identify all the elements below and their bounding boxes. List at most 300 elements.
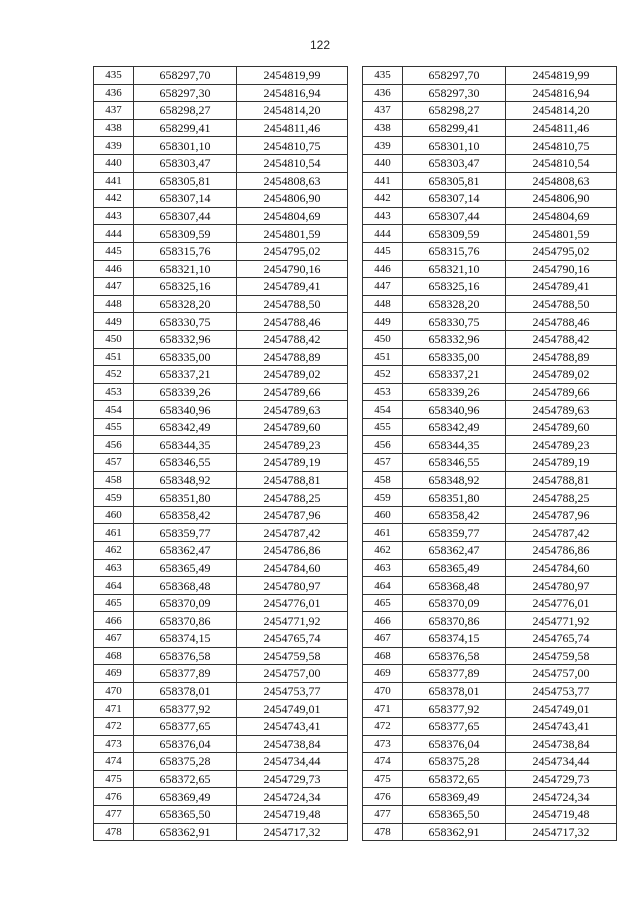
y-coordinate-cell: 2454804,69 — [506, 207, 617, 225]
x-coordinate-cell: 658362,91 — [134, 823, 237, 841]
table-row — [94, 418, 348, 436]
point-number-cell: 456 — [94, 436, 134, 454]
table-row — [363, 190, 617, 208]
x-coordinate-cell: 658325,16 — [134, 278, 237, 296]
y-coordinate-cell: 2454789,60 — [237, 418, 348, 436]
point-number-cell: 443 — [363, 207, 403, 225]
x-coordinate-cell: 658377,65 — [134, 717, 237, 735]
point-number-cell: 459 — [363, 489, 403, 507]
table-row — [363, 260, 617, 278]
point-number-cell: 470 — [363, 682, 403, 700]
y-coordinate-cell: 2454814,20 — [506, 102, 617, 120]
page-number: 122 — [309, 38, 331, 52]
y-coordinate-cell: 2454808,63 — [506, 172, 617, 190]
y-coordinate-cell: 2454788,81 — [237, 471, 348, 489]
x-coordinate-cell: 658297,70 — [134, 67, 237, 85]
x-coordinate-cell: 658332,96 — [134, 330, 237, 348]
table-row — [363, 454, 617, 472]
y-coordinate-cell: 2454729,73 — [506, 770, 617, 788]
table-row — [94, 172, 348, 190]
y-coordinate-cell: 2454780,97 — [237, 577, 348, 595]
x-coordinate-cell: 658374,15 — [403, 630, 506, 648]
y-coordinate-cell: 2454795,02 — [237, 242, 348, 260]
x-coordinate-cell: 658351,80 — [134, 489, 237, 507]
y-coordinate-cell: 2454738,84 — [237, 735, 348, 753]
table-row — [94, 823, 348, 841]
point-number-cell: 469 — [363, 665, 403, 683]
y-coordinate-cell: 2454787,42 — [506, 524, 617, 542]
point-number-cell: 441 — [363, 172, 403, 190]
table-row — [94, 137, 348, 155]
table-row — [363, 102, 617, 120]
point-number-cell: 473 — [363, 735, 403, 753]
x-coordinate-cell: 658309,59 — [134, 225, 237, 243]
y-coordinate-cell: 2454788,50 — [237, 295, 348, 313]
table-row — [363, 700, 617, 718]
x-coordinate-cell: 658303,47 — [403, 154, 506, 172]
x-coordinate-cell: 658344,35 — [403, 436, 506, 454]
table-row — [94, 559, 348, 577]
x-coordinate-cell: 658344,35 — [134, 436, 237, 454]
x-coordinate-cell: 658328,20 — [403, 295, 506, 313]
y-coordinate-cell: 2454734,44 — [506, 753, 617, 771]
table-row — [94, 700, 348, 718]
x-coordinate-cell: 658335,00 — [403, 348, 506, 366]
y-coordinate-cell: 2454795,02 — [506, 242, 617, 260]
x-coordinate-cell: 658330,75 — [403, 313, 506, 331]
y-coordinate-cell: 2454788,25 — [506, 489, 617, 507]
point-number-cell: 475 — [363, 770, 403, 788]
table-row — [363, 207, 617, 225]
y-coordinate-cell: 2454789,19 — [237, 454, 348, 472]
y-coordinate-cell: 2454789,63 — [506, 401, 617, 419]
point-number-cell: 458 — [94, 471, 134, 489]
x-coordinate-cell: 658374,15 — [134, 630, 237, 648]
x-coordinate-cell: 658362,47 — [403, 542, 506, 560]
x-coordinate-cell: 658299,41 — [134, 119, 237, 137]
point-number-cell: 437 — [94, 102, 134, 120]
x-coordinate-cell: 658370,86 — [403, 612, 506, 630]
y-coordinate-cell: 2454734,44 — [237, 753, 348, 771]
x-coordinate-cell: 658377,89 — [134, 665, 237, 683]
table-row — [363, 612, 617, 630]
y-coordinate-cell: 2454787,96 — [237, 506, 348, 524]
x-coordinate-cell: 658335,00 — [134, 348, 237, 366]
y-coordinate-cell: 2454787,96 — [506, 506, 617, 524]
y-coordinate-cell: 2454757,00 — [237, 665, 348, 683]
point-number-cell: 467 — [363, 630, 403, 648]
x-coordinate-cell: 658332,96 — [403, 330, 506, 348]
table-body — [94, 67, 348, 841]
point-number-cell: 454 — [363, 401, 403, 419]
x-coordinate-cell: 658362,91 — [403, 823, 506, 841]
point-number-cell: 464 — [363, 577, 403, 595]
y-coordinate-cell: 2454786,86 — [237, 542, 348, 560]
y-coordinate-cell: 2454724,34 — [237, 788, 348, 806]
table-row — [94, 788, 348, 806]
point-number-cell: 445 — [363, 242, 403, 260]
point-number-cell: 442 — [363, 190, 403, 208]
point-number-cell: 452 — [363, 366, 403, 384]
point-number-cell: 466 — [94, 612, 134, 630]
point-number-cell: 436 — [363, 84, 403, 102]
table-row — [94, 436, 348, 454]
point-number-cell: 452 — [94, 366, 134, 384]
point-number-cell: 454 — [94, 401, 134, 419]
point-number-cell: 453 — [94, 383, 134, 401]
x-coordinate-cell: 658307,44 — [134, 207, 237, 225]
point-number-cell: 466 — [363, 612, 403, 630]
x-coordinate-cell: 658309,59 — [403, 225, 506, 243]
table-row — [94, 242, 348, 260]
x-coordinate-cell: 658369,49 — [403, 788, 506, 806]
point-number-cell: 448 — [363, 295, 403, 313]
point-number-cell: 460 — [363, 506, 403, 524]
x-coordinate-cell: 658376,58 — [134, 647, 237, 665]
point-number-cell: 449 — [94, 313, 134, 331]
point-number-cell: 464 — [94, 577, 134, 595]
x-coordinate-cell: 658365,50 — [403, 805, 506, 823]
table-row — [94, 313, 348, 331]
point-number-cell: 476 — [94, 788, 134, 806]
y-coordinate-cell: 2454788,89 — [237, 348, 348, 366]
point-number-cell: 448 — [94, 295, 134, 313]
table-row — [94, 119, 348, 137]
table-row — [94, 630, 348, 648]
table-row — [94, 735, 348, 753]
point-number-cell: 478 — [363, 823, 403, 841]
table-row — [363, 770, 617, 788]
y-coordinate-cell: 2454771,92 — [506, 612, 617, 630]
x-coordinate-cell: 658359,77 — [134, 524, 237, 542]
y-coordinate-cell: 2454749,01 — [506, 700, 617, 718]
table-row — [94, 67, 348, 85]
point-number-cell: 459 — [94, 489, 134, 507]
point-number-cell: 450 — [94, 330, 134, 348]
table-row — [363, 717, 617, 735]
y-coordinate-cell: 2454810,54 — [237, 154, 348, 172]
point-number-cell: 446 — [363, 260, 403, 278]
coordinates-table-left — [93, 66, 348, 841]
x-coordinate-cell: 658377,65 — [403, 717, 506, 735]
x-coordinate-cell: 658358,42 — [134, 506, 237, 524]
point-number-cell: 458 — [363, 471, 403, 489]
y-coordinate-cell: 2454719,48 — [237, 805, 348, 823]
point-number-cell: 460 — [94, 506, 134, 524]
y-coordinate-cell: 2454808,63 — [237, 172, 348, 190]
y-coordinate-cell: 2454776,01 — [237, 594, 348, 612]
y-coordinate-cell: 2454759,58 — [506, 647, 617, 665]
y-coordinate-cell: 2454789,41 — [237, 278, 348, 296]
x-coordinate-cell: 658328,20 — [134, 295, 237, 313]
x-coordinate-cell: 658359,77 — [403, 524, 506, 542]
x-coordinate-cell: 658365,49 — [403, 559, 506, 577]
table-row — [363, 665, 617, 683]
point-number-cell: 438 — [363, 119, 403, 137]
point-number-cell: 442 — [94, 190, 134, 208]
y-coordinate-cell: 2454787,42 — [237, 524, 348, 542]
y-coordinate-cell: 2454786,86 — [506, 542, 617, 560]
table-row — [94, 577, 348, 595]
y-coordinate-cell: 2454788,46 — [237, 313, 348, 331]
table-row — [363, 559, 617, 577]
y-coordinate-cell: 2454788,46 — [506, 313, 617, 331]
point-number-cell: 463 — [363, 559, 403, 577]
y-coordinate-cell: 2454788,25 — [237, 489, 348, 507]
table-row — [363, 436, 617, 454]
point-number-cell: 475 — [94, 770, 134, 788]
y-coordinate-cell: 2454816,94 — [506, 84, 617, 102]
table-row — [94, 207, 348, 225]
x-coordinate-cell: 658358,42 — [403, 506, 506, 524]
y-coordinate-cell: 2454776,01 — [506, 594, 617, 612]
point-number-cell: 435 — [363, 67, 403, 85]
table-row — [94, 366, 348, 384]
point-number-cell: 461 — [363, 524, 403, 542]
y-coordinate-cell: 2454811,46 — [506, 119, 617, 137]
x-coordinate-cell: 658297,70 — [403, 67, 506, 85]
point-number-cell: 468 — [94, 647, 134, 665]
y-coordinate-cell: 2454749,01 — [237, 700, 348, 718]
table-row — [363, 242, 617, 260]
point-number-cell: 453 — [363, 383, 403, 401]
point-number-cell: 436 — [94, 84, 134, 102]
y-coordinate-cell: 2454789,66 — [506, 383, 617, 401]
point-number-cell: 462 — [94, 542, 134, 560]
y-coordinate-cell: 2454790,16 — [237, 260, 348, 278]
x-coordinate-cell: 658340,96 — [403, 401, 506, 419]
x-coordinate-cell: 658305,81 — [134, 172, 237, 190]
point-number-cell: 463 — [94, 559, 134, 577]
table-row — [363, 823, 617, 841]
table-row — [94, 401, 348, 419]
table-row — [363, 348, 617, 366]
point-number-cell: 462 — [363, 542, 403, 560]
y-coordinate-cell: 2454717,32 — [237, 823, 348, 841]
table-row — [363, 682, 617, 700]
x-coordinate-cell: 658330,75 — [134, 313, 237, 331]
point-number-cell: 438 — [94, 119, 134, 137]
y-coordinate-cell: 2454806,90 — [237, 190, 348, 208]
x-coordinate-cell: 658315,76 — [403, 242, 506, 260]
x-coordinate-cell: 658305,81 — [403, 172, 506, 190]
y-coordinate-cell: 2454729,73 — [237, 770, 348, 788]
table-row — [94, 84, 348, 102]
y-coordinate-cell: 2454717,32 — [506, 823, 617, 841]
point-number-cell: 451 — [94, 348, 134, 366]
point-number-cell: 440 — [363, 154, 403, 172]
point-number-cell: 477 — [363, 805, 403, 823]
table-row — [94, 295, 348, 313]
x-coordinate-cell: 658368,48 — [134, 577, 237, 595]
y-coordinate-cell: 2454759,58 — [237, 647, 348, 665]
x-coordinate-cell: 658303,47 — [134, 154, 237, 172]
x-coordinate-cell: 658348,92 — [134, 471, 237, 489]
x-coordinate-cell: 658378,01 — [134, 682, 237, 700]
table-row — [94, 260, 348, 278]
table-row — [363, 225, 617, 243]
y-coordinate-cell: 2454811,46 — [237, 119, 348, 137]
table-row — [94, 471, 348, 489]
x-coordinate-cell: 658337,21 — [134, 366, 237, 384]
y-coordinate-cell: 2454816,94 — [237, 84, 348, 102]
x-coordinate-cell: 658375,28 — [134, 753, 237, 771]
table-row — [363, 418, 617, 436]
x-coordinate-cell: 658376,04 — [134, 735, 237, 753]
table-row — [94, 190, 348, 208]
point-number-cell: 471 — [94, 700, 134, 718]
x-coordinate-cell: 658377,89 — [403, 665, 506, 683]
x-coordinate-cell: 658377,92 — [403, 700, 506, 718]
point-number-cell: 456 — [363, 436, 403, 454]
point-number-cell: 467 — [94, 630, 134, 648]
table-row — [94, 805, 348, 823]
table-row — [94, 102, 348, 120]
point-number-cell: 450 — [363, 330, 403, 348]
table-row — [94, 594, 348, 612]
y-coordinate-cell: 2454788,81 — [506, 471, 617, 489]
x-coordinate-cell: 658315,76 — [134, 242, 237, 260]
point-number-cell: 440 — [94, 154, 134, 172]
point-number-cell: 474 — [363, 753, 403, 771]
point-number-cell: 445 — [94, 242, 134, 260]
y-coordinate-cell: 2454771,92 — [237, 612, 348, 630]
point-number-cell: 477 — [94, 805, 134, 823]
table-row — [363, 154, 617, 172]
x-coordinate-cell: 658299,41 — [403, 119, 506, 137]
y-coordinate-cell: 2454753,77 — [506, 682, 617, 700]
y-coordinate-cell: 2454784,60 — [506, 559, 617, 577]
y-coordinate-cell: 2454789,02 — [237, 366, 348, 384]
x-coordinate-cell: 658301,10 — [134, 137, 237, 155]
x-coordinate-cell: 658307,44 — [403, 207, 506, 225]
table-row — [94, 665, 348, 683]
point-number-cell: 447 — [94, 278, 134, 296]
table-row — [94, 524, 348, 542]
y-coordinate-cell: 2454788,50 — [506, 295, 617, 313]
table-row — [363, 788, 617, 806]
y-coordinate-cell: 2454801,59 — [506, 225, 617, 243]
point-number-cell: 476 — [363, 788, 403, 806]
point-number-cell: 461 — [94, 524, 134, 542]
x-coordinate-cell: 658339,26 — [403, 383, 506, 401]
table-row — [94, 647, 348, 665]
y-coordinate-cell: 2454801,59 — [237, 225, 348, 243]
x-coordinate-cell: 658375,28 — [403, 753, 506, 771]
point-number-cell: 474 — [94, 753, 134, 771]
x-coordinate-cell: 658365,50 — [134, 805, 237, 823]
point-number-cell: 446 — [94, 260, 134, 278]
table-row — [94, 348, 348, 366]
x-coordinate-cell: 658297,30 — [403, 84, 506, 102]
y-coordinate-cell: 2454743,41 — [237, 717, 348, 735]
x-coordinate-cell: 658370,09 — [134, 594, 237, 612]
x-coordinate-cell: 658376,58 — [403, 647, 506, 665]
table-row — [363, 278, 617, 296]
point-number-cell: 455 — [363, 418, 403, 436]
point-number-cell: 455 — [94, 418, 134, 436]
x-coordinate-cell: 658342,49 — [134, 418, 237, 436]
point-number-cell: 457 — [94, 454, 134, 472]
x-coordinate-cell: 658307,14 — [134, 190, 237, 208]
x-coordinate-cell: 658372,65 — [403, 770, 506, 788]
y-coordinate-cell: 2454719,48 — [506, 805, 617, 823]
table-row — [94, 612, 348, 630]
table-row — [363, 471, 617, 489]
table-row — [363, 401, 617, 419]
table-row — [363, 383, 617, 401]
x-coordinate-cell: 658378,01 — [403, 682, 506, 700]
x-coordinate-cell: 658368,48 — [403, 577, 506, 595]
point-number-cell: 468 — [363, 647, 403, 665]
x-coordinate-cell: 658376,04 — [403, 735, 506, 753]
y-coordinate-cell: 2454789,66 — [237, 383, 348, 401]
x-coordinate-cell: 658369,49 — [134, 788, 237, 806]
y-coordinate-cell: 2454789,23 — [506, 436, 617, 454]
x-coordinate-cell: 658340,96 — [134, 401, 237, 419]
point-number-cell: 473 — [94, 735, 134, 753]
point-number-cell: 447 — [363, 278, 403, 296]
point-number-cell: 435 — [94, 67, 134, 85]
x-coordinate-cell: 658377,92 — [134, 700, 237, 718]
table-row — [363, 67, 617, 85]
point-number-cell: 437 — [363, 102, 403, 120]
table-row — [94, 770, 348, 788]
x-coordinate-cell: 658325,16 — [403, 278, 506, 296]
y-coordinate-cell: 2454789,02 — [506, 366, 617, 384]
y-coordinate-cell: 2454789,19 — [506, 454, 617, 472]
y-coordinate-cell: 2454724,34 — [506, 788, 617, 806]
point-number-cell: 444 — [363, 225, 403, 243]
table-row — [363, 313, 617, 331]
x-coordinate-cell: 658365,49 — [134, 559, 237, 577]
table-row — [363, 805, 617, 823]
x-coordinate-cell: 658307,14 — [403, 190, 506, 208]
table-row — [94, 489, 348, 507]
y-coordinate-cell: 2454765,74 — [506, 630, 617, 648]
table-row — [94, 682, 348, 700]
y-coordinate-cell: 2454810,75 — [506, 137, 617, 155]
table-row — [94, 225, 348, 243]
table-row — [363, 594, 617, 612]
point-number-cell: 441 — [94, 172, 134, 190]
point-number-cell: 465 — [363, 594, 403, 612]
table-row — [363, 137, 617, 155]
x-coordinate-cell: 658339,26 — [134, 383, 237, 401]
y-coordinate-cell: 2454789,63 — [237, 401, 348, 419]
y-coordinate-cell: 2454810,75 — [237, 137, 348, 155]
y-coordinate-cell: 2454753,77 — [237, 682, 348, 700]
y-coordinate-cell: 2454789,41 — [506, 278, 617, 296]
table-row — [94, 383, 348, 401]
x-coordinate-cell: 658298,27 — [403, 102, 506, 120]
x-coordinate-cell: 658370,86 — [134, 612, 237, 630]
table-row — [363, 630, 617, 648]
table-row — [363, 366, 617, 384]
x-coordinate-cell: 658346,55 — [403, 454, 506, 472]
y-coordinate-cell: 2454757,00 — [506, 665, 617, 683]
point-number-cell: 439 — [363, 137, 403, 155]
point-number-cell: 439 — [94, 137, 134, 155]
table-row — [363, 577, 617, 595]
y-coordinate-cell: 2454819,99 — [506, 67, 617, 85]
y-coordinate-cell: 2454784,60 — [237, 559, 348, 577]
x-coordinate-cell: 658348,92 — [403, 471, 506, 489]
x-coordinate-cell: 658321,10 — [134, 260, 237, 278]
table-row — [94, 542, 348, 560]
y-coordinate-cell: 2454814,20 — [237, 102, 348, 120]
table-row — [363, 647, 617, 665]
